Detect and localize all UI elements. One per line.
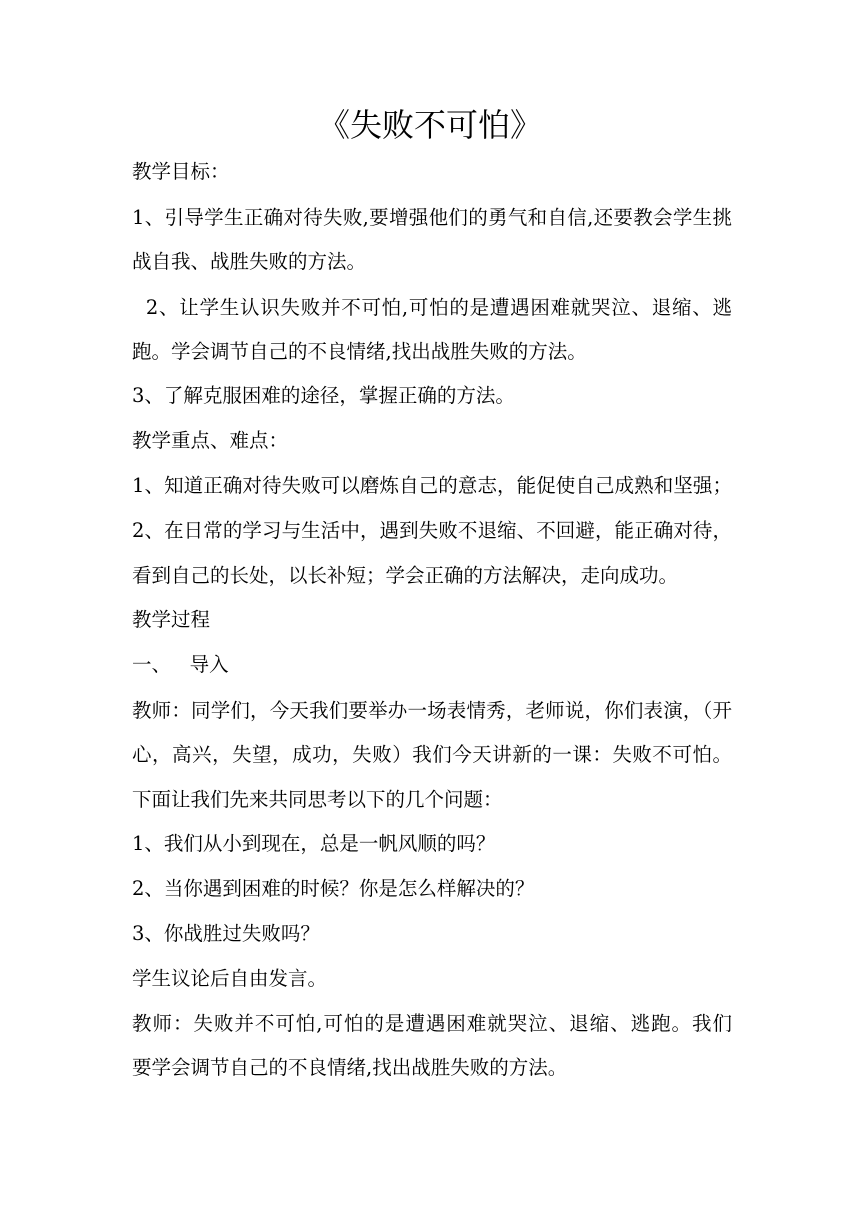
paragraph-line: 跑。学会调节自己的不良情绪,找出战胜失败的方法。 (132, 340, 587, 363)
subsection-heading-intro: 一、 导入 (132, 653, 229, 676)
paragraph-line: 下面让我们先来共同思考以下的几个问题： (132, 788, 503, 811)
paragraph-line: 教师：同学们，今天我们要举办一场表情秀，老师说，你们表演，（开 (132, 699, 732, 722)
question-item: 1、我们从小到现在，总是一帆风顺的吗？ (132, 832, 496, 855)
paragraph-line: 心，高兴，失望，成功，失败）我们今天讲新的一课：失败不可怕。 (132, 743, 732, 766)
paragraph-line: 教师：失败并不可怕,可怕的是遭遇困难就哭泣、退缩、逃跑。我们 (132, 1012, 732, 1035)
paragraph-line: 战自我、战胜失败的方法。 (132, 250, 367, 273)
paragraph-line: 要学会调节自己的不良情绪,找出战胜失败的方法。 (132, 1056, 568, 1079)
document-title: 《失败不可怕》 (317, 106, 542, 144)
paragraph-line: 1、知道正确对待失败可以磨炼自己的意志，能促使自己成熟和坚强； (132, 474, 732, 497)
paragraph-line: 1、引导学生正确对待失败,要增强他们的勇气和自信,还要教会学生挑 (132, 206, 732, 229)
question-item: 2、当你遇到困难的时候？你是怎么样解决的？ (132, 877, 535, 900)
section-heading-key-points: 教学重点、难点： (132, 429, 289, 452)
paragraph-line: 2、让学生认识失败并不可怕,可怕的是遭遇困难就哭泣、退缩、逃 (132, 296, 732, 319)
paragraph-line: 3、了解克服困难的途径，掌握正确的方法。 (132, 384, 515, 407)
section-heading-process: 教学过程 (132, 608, 211, 631)
question-item: 3、你战胜过失败吗？ (132, 922, 320, 945)
paragraph-line: 看到自己的长处，以长补短；学会正确的方法解决，走向成功。 (132, 564, 679, 587)
paragraph-line: 2、在日常的学习与生活中，遇到失败不退缩、不回避，能正确对待， (132, 519, 732, 542)
paragraph-line: 学生议论后自由发言。 (132, 967, 328, 990)
section-heading-objectives: 教学目标： (132, 160, 230, 183)
